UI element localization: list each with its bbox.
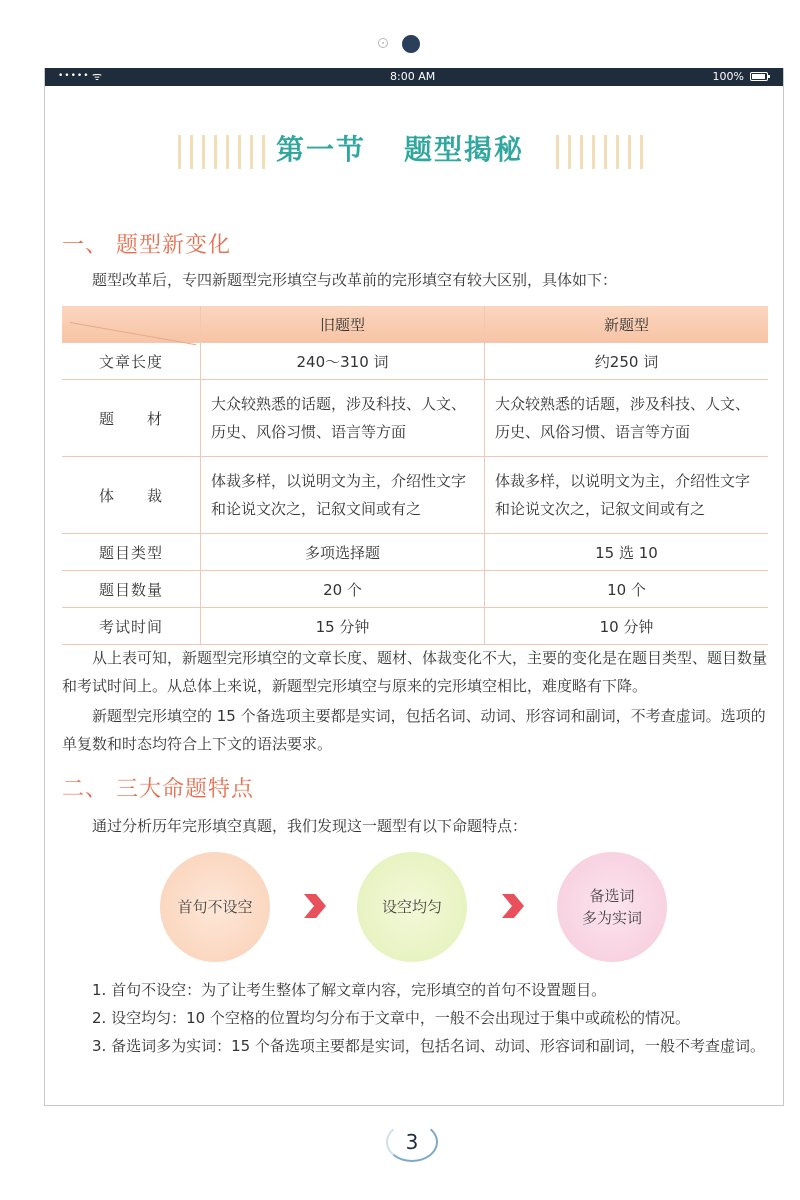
- comparison-table: [62, 306, 768, 645]
- row-label: 题目数量: [62, 571, 201, 608]
- options-paragraph: 新题型完形填空的 15 个备选项主要都是实词，包括名词、动词、形容词和副词，不考查虚词。选项的单复数和时态均符合上下文的语法要求。: [62, 707, 766, 753]
- cell-new: 约250 词: [485, 343, 769, 380]
- intro-paragraph-2: 通过分析历年完形填空真题，我们发现这一题型有以下命题特点：: [92, 817, 528, 835]
- cell-old: 大众较熟悉的话题，涉及科技、人文、历史、风俗习惯、语言等方面: [201, 380, 485, 457]
- heading-new-changes: 一、 题型新变化: [62, 233, 231, 258]
- flow-step-label: 首句不设空: [177, 898, 253, 916]
- cell-new: 10 分钟: [485, 608, 769, 645]
- cell-old: 20 个: [201, 571, 485, 608]
- cell-old: 15 分钟: [201, 608, 485, 645]
- section-name: 题型揭秘: [404, 133, 525, 166]
- table-row: [62, 380, 768, 457]
- decor-bars-right: [556, 135, 643, 169]
- camera-dot: [402, 35, 420, 53]
- flow-step-even-blanks: [357, 852, 467, 962]
- cell-new: 10 个: [485, 571, 769, 608]
- flow-step-label: 备选词 多为实词: [581, 887, 642, 927]
- list-item: 1. 首句不设空：为了让考生整体了解文章内容，完形填空的首句不设置题目。: [92, 981, 607, 999]
- heading-three-features: 二、 三大命题特点: [62, 777, 254, 802]
- table-header-new: 新题型: [485, 306, 769, 343]
- section-number: 第一节: [275, 133, 366, 166]
- signal-icon: •••••: [58, 71, 90, 81]
- table-row: [62, 457, 768, 534]
- row-label: 考试时间: [62, 608, 201, 645]
- battery-label: 100%: [712, 70, 744, 83]
- table-row: [62, 608, 768, 645]
- cell-old: 体裁多样，以说明文为主，介绍性文字和论说文次之，记叙文间或有之: [201, 457, 485, 534]
- cell-old: 240～310 词: [201, 343, 485, 380]
- list-item: 2. 设空均匀：10 个空格的位置均匀分布于文章中，一般不会出现过于集中或疏松的情况。: [92, 1009, 690, 1027]
- list-item: 3. 备选词多为实词：15 个备选项主要都是实词，包括名词、动词、形容词和副词，一般不考查虚词。: [92, 1037, 765, 1055]
- table-header-corner: [62, 306, 201, 343]
- intro-paragraph-1: 题型改革后，专四新题型完形填空与改革前的完形填空有较大区别，具体如下：: [92, 271, 618, 289]
- table-row: [62, 534, 768, 571]
- table-header-old: 旧题型: [201, 306, 485, 343]
- row-label: 体 裁: [62, 457, 201, 534]
- row-label: 文章长度: [62, 343, 201, 380]
- summary-paragraph: 从上表可知，新题型完形填空的文章长度、题材、体裁变化不大，主要的变化是在题目类型、题目数量和考试时间上。从总体上来说，新题型完形填空与原来的完形填空相比，难度略有下降。: [62, 649, 768, 695]
- table-row: [62, 571, 768, 608]
- page-number: 3: [386, 1122, 438, 1162]
- sensor-dot: [378, 38, 388, 48]
- cell-new: 大众较熟悉的话题，涉及科技、人文、历史、风俗习惯、语言等方面: [485, 380, 769, 457]
- cell-old: 多项选择题: [201, 534, 485, 571]
- row-label: 题 材: [62, 380, 201, 457]
- flow-step-label: 设空均匀: [381, 898, 442, 916]
- row-label: 题目类型: [62, 534, 201, 571]
- arrow-right-icon: [300, 892, 328, 920]
- arrow-right-icon: [498, 892, 526, 920]
- cell-new: 15 选 10: [485, 534, 769, 571]
- table-row: [62, 343, 768, 380]
- flow-step-first-sentence: [160, 852, 270, 962]
- flow-step-content-words: [557, 852, 667, 962]
- section-title: [0, 128, 800, 168]
- wifi-icon: ᯤ: [92, 70, 103, 83]
- status-time: 8:00 AM: [390, 70, 436, 83]
- cell-new: 体裁多样，以说明文为主，介绍性文字和论说文次之，记叙文间或有之: [485, 457, 769, 534]
